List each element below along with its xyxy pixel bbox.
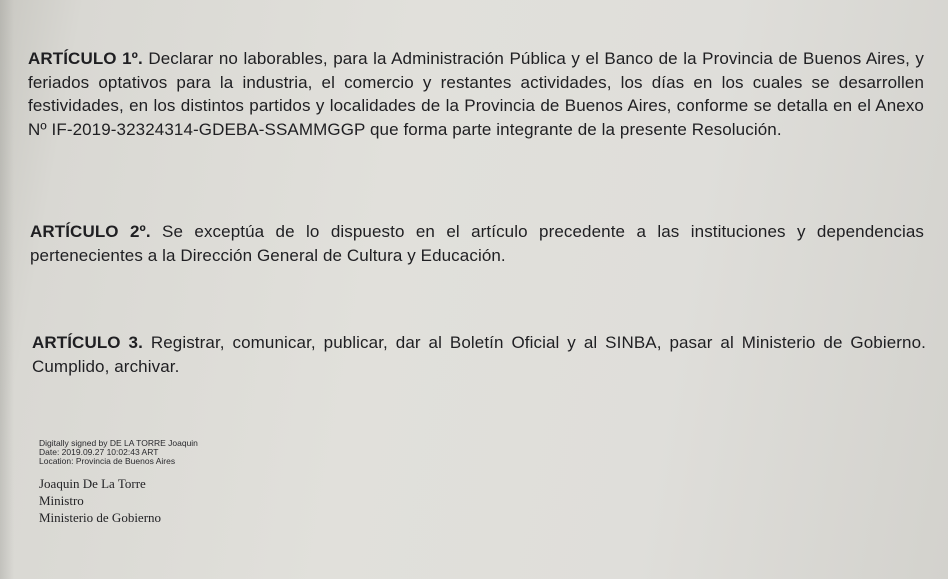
article-1-text: Declarar no laborables, para la Administración Pública y el Banco de la Provincia de Buenos Aires, y feriados optativos para la industria, el comercio y restantes actividades, los días en los cuales se desarrollen festividades, en los distintos partidos y localidades de la Provincia de Buenos Aires, conforme se detalla en el Anexo Nº IF-2019-32324314-GDEBA-SSAMMGGP que forma parte integrante de la presente Resolución. [28,49,925,139]
signer-block [39,475,161,526]
article-2 [30,220,924,267]
digital-signature-block [39,439,198,466]
article-3 [32,331,926,378]
signer-office: Ministerio de Gobierno [39,510,162,525]
article-2-text: Se exceptúa de lo dispuesto en el artículo precedente a las instituciones y dependencias pertenecientes a la Dirección General de Cultura y Educación. [30,222,924,265]
article-1-label: ARTÍCULO 1º. [28,49,143,68]
signature-date: Date: 2019.09.27 10:02:43 ART [39,447,159,457]
article-3-text: Registrar, comunicar, publicar, dar al Boletín Oficial y al SINBA, pasar al Ministerio de Gobierno. Cumplido, archivar. [32,333,926,376]
signer-name: Joaquin De La Torre [39,476,146,491]
signature-location: Location: Provincia de Buenos Aires [39,456,176,466]
article-2-label: ARTÍCULO 2º. [30,222,151,241]
signature-signed-by: Digitally signed by DE LA TORRE Joaquin [39,438,198,448]
signer-role: Ministro [39,493,84,508]
article-1 [28,47,924,141]
article-3-label: ARTÍCULO 3. [32,333,143,352]
page-edge-shadow [0,0,14,579]
